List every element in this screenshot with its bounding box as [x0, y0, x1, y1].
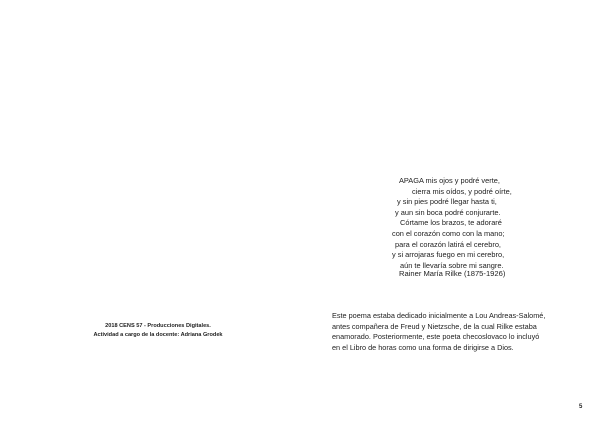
credits-footer	[78, 322, 238, 340]
credits-line: 2018 CENS 57 - Producciones Digitales.	[105, 323, 211, 329]
commentary-line: en el Libro de horas como una forma de dirigirse a Dios.	[332, 342, 514, 352]
commentary-line: enamorado. Posteriormente, este poeta checoslovaco lo incluyó	[332, 332, 540, 342]
poem-line: para el corazón latirá el cerebro,	[395, 239, 501, 249]
commentary-line: Este poema estaba dedicado inicialmente a Lou Andreas-Salomé,	[332, 311, 546, 320]
poem-line: aún te llevaría sobre mi sangre.	[400, 260, 504, 270]
poem-line: cierra mis oídos, y podré oírte,	[412, 186, 512, 196]
poem	[380, 176, 540, 271]
commentary-paragraph	[332, 311, 582, 353]
poem-line: y si arrojaras fuego en mi cerebro,	[392, 250, 505, 260]
poem-line: y aun sin boca podré conjurarte.	[395, 207, 501, 217]
poem-author: Rainer María Rilke (1875-1926)	[399, 269, 506, 278]
poem-line: Córtame los brazos, te adoraré	[400, 218, 502, 228]
poem-line: APAGA mis ojos y podré verte,	[399, 176, 500, 185]
poem-line: con el corazón como con la mano;	[392, 228, 505, 238]
credits-line: Actividad a cargo de la docente: Adriana Grodek	[93, 332, 223, 338]
poem-line: y sin pies podré llegar hasta ti,	[397, 197, 497, 207]
commentary-line: antes compañera de Freud y Nietzsche, de la cual Rilke estaba	[332, 321, 537, 331]
page-number: 5	[579, 404, 583, 410]
right-page	[300, 0, 600, 424]
